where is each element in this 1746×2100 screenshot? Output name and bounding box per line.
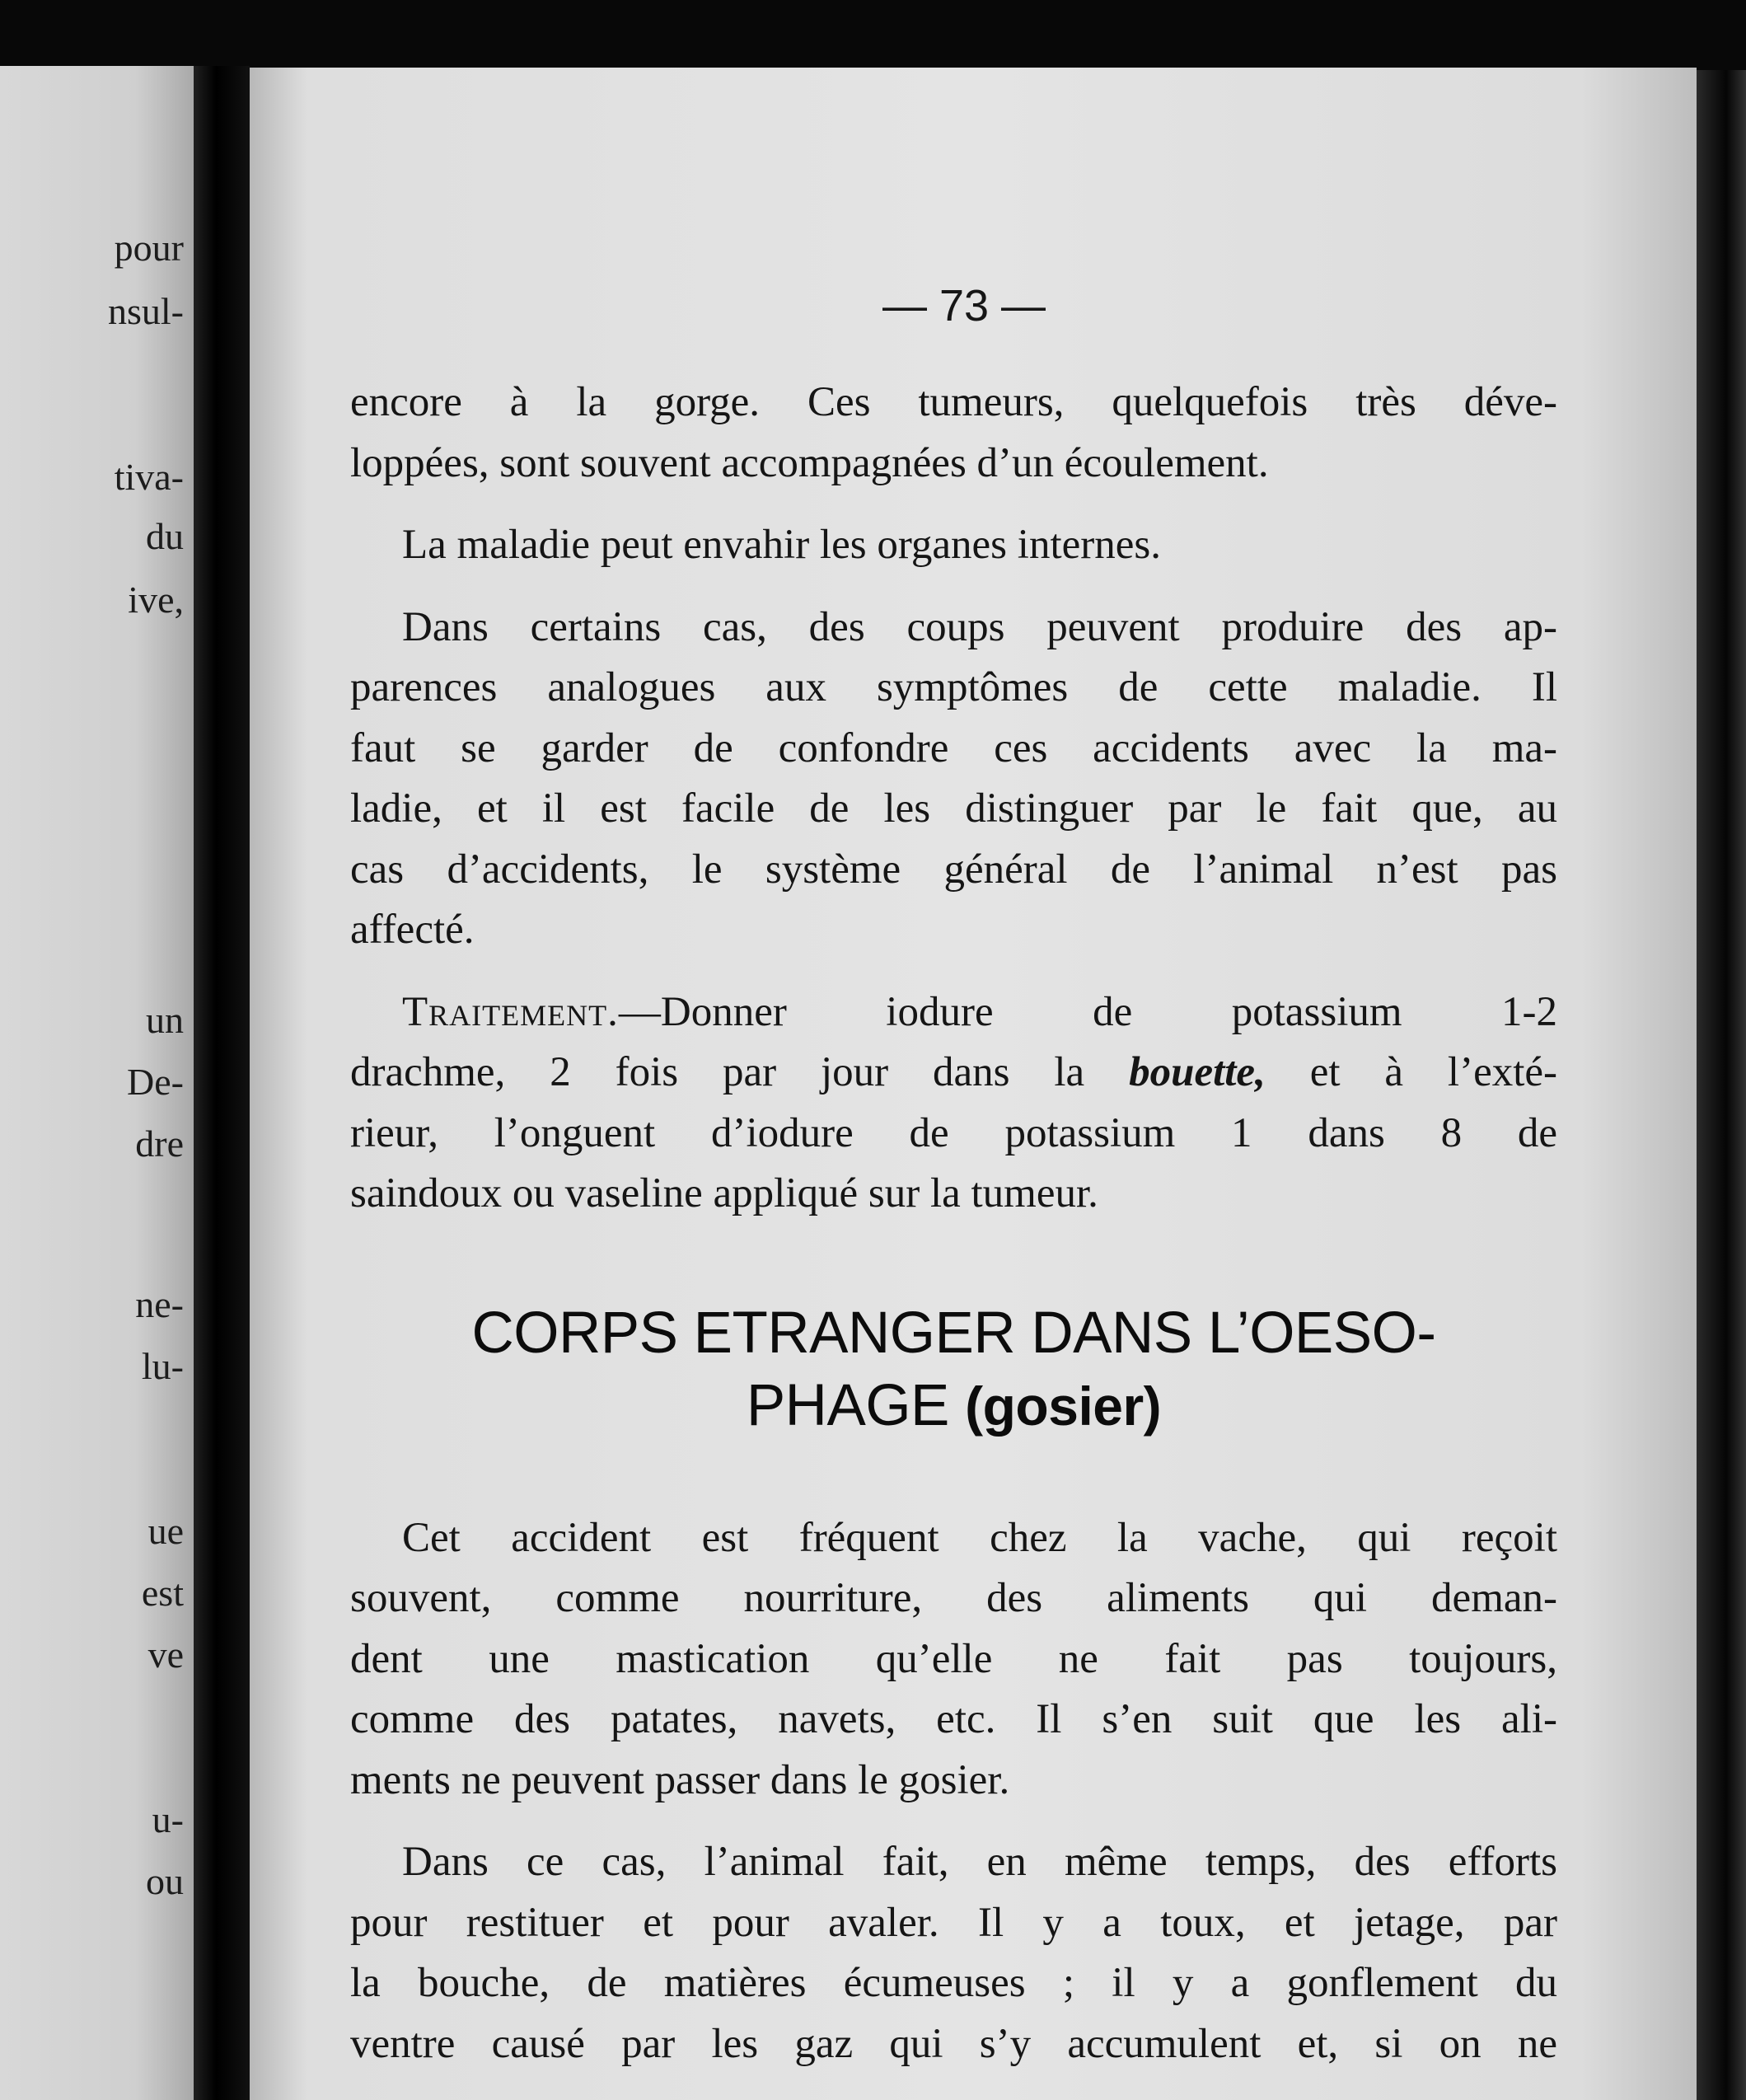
text-line	[298, 1043, 1557, 1104]
left-page-text-fragment: ne-	[135, 1283, 184, 1325]
heading-main: PHAGE	[746, 1372, 949, 1438]
paragraph	[350, 515, 1557, 576]
left-page-text-fragment: un	[146, 999, 184, 1041]
text-line: cas d’accidents, le système général de l’animal n’est pas	[350, 846, 1557, 893]
left-page-text-fragment: ve	[147, 1634, 184, 1676]
treatment-label: Traitement.	[402, 988, 619, 1035]
text-line: ventre causé par les gaz qui s’y accumulent et, si on ne	[350, 2020, 1557, 2067]
heading-line	[350, 1370, 1557, 1442]
text-line: Dans certains cas, des coups peuvent produire des ap-	[402, 603, 1557, 650]
book-gutter	[194, 66, 250, 2100]
left-page-text-fragment: u-	[152, 1798, 184, 1840]
text-line: Cet accident est fréquent chez la vache, qui reçoit	[402, 1514, 1557, 1561]
paragraph	[350, 373, 1557, 494]
text-line: ladie, et il est facile de les distinguer par le fait que, au	[350, 785, 1557, 832]
text-line: La maladie peut envahir les organes internes.	[402, 522, 1161, 568]
text-line: encore à la gorge. Ces tumeurs, quelquefois très déve-	[350, 379, 1557, 425]
heading-line: CORPS ETRANGER DANS L’OESO-	[471, 1300, 1436, 1366]
left-page-text-fragment: ive,	[128, 579, 184, 621]
left-page-text-fragment: tiva-	[114, 456, 184, 498]
text-line: faut se garder de confondre ces accidents avec la ma-	[350, 724, 1557, 771]
left-page-text-fragment: est	[141, 1572, 184, 1614]
left-page-text-fragment: ue	[147, 1510, 184, 1552]
section-heading	[350, 1297, 1557, 1442]
text-line: loppées, sont souvent accompagnées d’un écoulement.	[350, 439, 1269, 486]
treatment-paragraph	[350, 982, 1557, 1225]
text-line: saindoux ou vaseline appliqué sur la tumeur.	[350, 1170, 1098, 1216]
text-line: pour restituer et pour avaler. Il y a toux, et jetage, par	[350, 1899, 1557, 1946]
text-line: parences analogues aux symptômes de cette maladie. Il	[350, 664, 1557, 710]
text-line	[350, 982, 1557, 1043]
scan-right-border	[1697, 70, 1746, 2100]
text-line: souvent, comme nourriture, des aliments qui deman-	[350, 1575, 1557, 1621]
page-number: — 73 —	[882, 281, 1046, 330]
text-line: Dans ce cas, l’animal fait, en même temps, des efforts	[402, 1839, 1557, 1885]
paragraph	[350, 1508, 1557, 1812]
paragraph	[350, 598, 1557, 961]
page-body	[350, 373, 1557, 2096]
text-line: rieur, l’onguent d’iodure de potassium 1 dans 8 de	[350, 1109, 1557, 1156]
text-span: —Donner iodure de potassium 1-2	[618, 988, 1557, 1035]
left-page-text-fragment: De-	[127, 1061, 184, 1103]
heading-sub: (gosier)	[965, 1375, 1162, 1437]
text-line: ments ne peuvent passer dans le gosier.	[350, 1756, 1010, 1803]
text-span: et à l’exté-	[1309, 1049, 1558, 1095]
text-line: comme des patates, navets, etc. Il s’en suit que les ali-	[350, 1696, 1557, 1742]
left-page-text-fragment: ou	[146, 1860, 184, 1902]
left-page-text-fragment: lu-	[141, 1345, 184, 1387]
left-page-text-fragment: dre	[135, 1123, 184, 1165]
left-page-text-fragment: pour	[114, 227, 184, 269]
text-line: dent une mastication qu’elle ne fait pas toujours,	[350, 1635, 1557, 1682]
text-line: affecté.	[350, 907, 475, 953]
left-page-text-fragment: nsul-	[108, 290, 184, 332]
scan-top-border	[0, 0, 1746, 74]
italic-term: bouette,	[1129, 1049, 1266, 1095]
text-span: drachme, 2 fois par jour dans la	[350, 1049, 1085, 1095]
text-line: la bouche, de matières écumeuses ; il y a gonflement du	[350, 1960, 1557, 2006]
paragraph	[350, 1832, 1557, 2074]
left-page-edge	[0, 66, 194, 2100]
left-page-text-fragment: du	[146, 515, 184, 557]
